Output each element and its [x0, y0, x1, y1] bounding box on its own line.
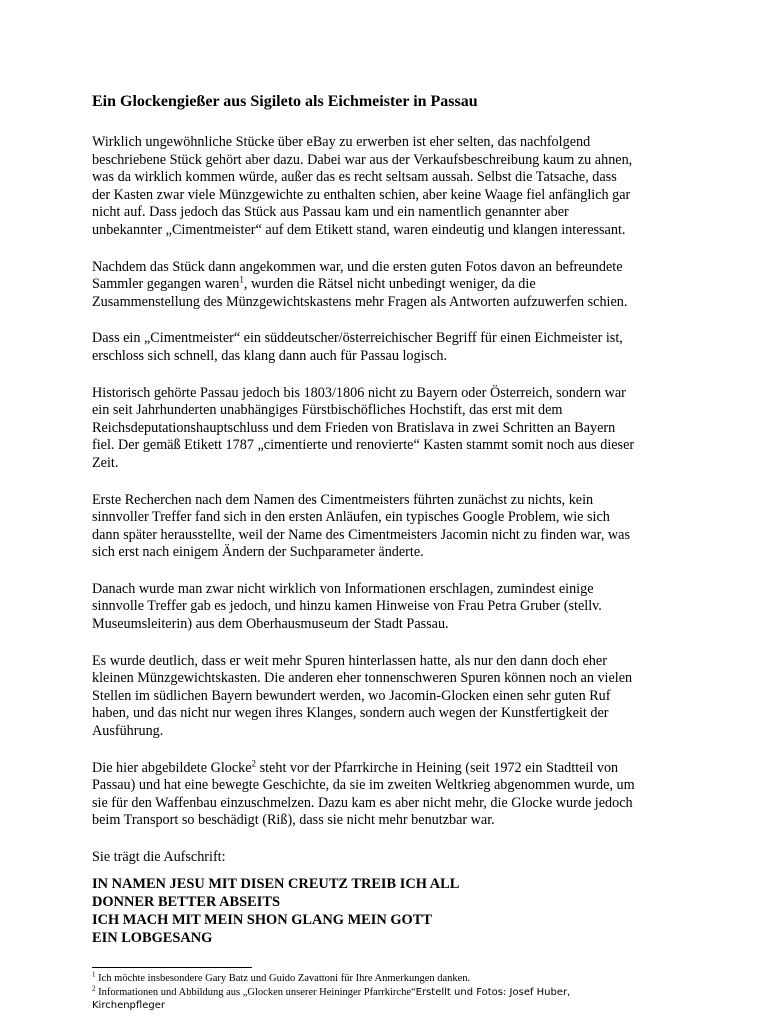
footnote-mark: 1	[92, 970, 96, 979]
text-line: beim Transport so beschädigt (Riß), dass sie nicht mehr benutzbar war.	[92, 812, 495, 829]
footnote-1	[92, 972, 732, 986]
text-line: sinnvoller Treffer fand sich in den ersten Anläufen, ein typisches Google Problem, wie sich	[92, 509, 610, 526]
footnote-separator	[92, 967, 252, 968]
footnote-ref-1[interactable]: 1	[239, 274, 244, 285]
footnote-2	[92, 986, 732, 1000]
text-line: sinnvolle Treffer gab es jedoch, und hinzu kamen Hinweise von Frau Petra Gruber (stellv.	[92, 598, 602, 615]
footnote-text: Ich möchte insbesondere Gary Batz und Guido Zavattoni für Ihre Anmerkungen danken.	[95, 973, 471, 984]
paragraph-8	[92, 757, 712, 830]
text-line: sich erst nach einigem Ändern der Suchparameter änderte.	[92, 544, 424, 561]
text-line	[92, 757, 712, 778]
inscription-line: IN NAMEN JESU MIT DISEN CREUTZ TREIB ICH ALL	[92, 875, 460, 892]
bell-inscription	[92, 875, 712, 947]
text-line: der Kasten zwar viele Münzgewichte zu enthalten schien, aber keine Waage fiel anfänglich gar	[92, 186, 631, 203]
paragraph-2	[92, 259, 712, 312]
text-line: ein seit Jahrhunderten unabhängiges Fürstbischöfliches Hochstift, das erst mit dem	[92, 402, 563, 419]
paragraph-4	[92, 385, 712, 473]
footnote-2-continued: Kirchenpfleger	[92, 1000, 165, 1011]
text-fragment: , wurden die Rätsel nicht unbedingt weniger, da die	[243, 276, 536, 293]
text-line: nicht auf. Dass jedoch das Stück aus Passau kam und ein namentlich genannter aber	[92, 204, 569, 221]
paragraph-1	[92, 134, 712, 240]
text-line: Reichsdeputationshauptschluss und dem Frieden von Bratislava in zwei Schritten an Bayern	[92, 419, 616, 436]
paragraph-5	[92, 492, 712, 562]
footnote-mark: 2	[92, 984, 96, 992]
footnote-credit: Erstellt und Fotos: Josef Huber,	[415, 986, 571, 998]
text-line: Wirklich ungewöhnliche Stücke über eBay zu erwerben ist eher selten, das nachfolgend	[92, 134, 591, 150]
text-line: Museumsleiterin) aus dem Oberhausmuseum der Stadt Passau.	[92, 616, 449, 633]
body-text	[92, 134, 712, 947]
text-fragment: Die hier abgebildete Glocke	[92, 759, 252, 776]
text-line: erschloss sich schnell, das klang dann auch für Passau logisch.	[92, 347, 448, 364]
footnote-ref-2[interactable]: 2	[251, 757, 257, 768]
text-line: Ausführung.	[92, 723, 164, 740]
text-line: Passau) und hat eine bewegte Geschichte, da sie im zweiten Weltkrieg abgenommen wurde, um	[92, 777, 635, 794]
text-line: Zeit.	[92, 454, 119, 471]
inscription-line: EIN LOBGESANG	[92, 929, 213, 946]
text-line: sie für den Waffenbau einzuschmelzen. Dazu kam es aber nicht mehr, die Glocke wurde jedoch	[92, 794, 633, 811]
text-line: kleinen Münzgewichtskasten. Die anderen eher tonnenschweren Spuren können noch an vielen	[92, 670, 633, 687]
text-line: dann später herausstellte, weil der Name des Cimentmeisters Jacomin nicht zu finden war, was	[92, 526, 630, 543]
text-line	[92, 276, 712, 294]
footnotes	[92, 972, 732, 1013]
paragraph-7	[92, 653, 712, 741]
paragraph-3	[92, 330, 712, 365]
text-line: Es wurde deutlich, dass er weit mehr Spuren hinterlassen hatte, als nur den dann doch eher	[92, 652, 607, 669]
footnote-text: Informationen und Abbildung aus „Glocken unserer Heininger Pfarrkirche“	[95, 986, 416, 998]
text-line: Erste Recherchen nach dem Namen des Cimentmeisters führten zunächst zu nichts, kein	[92, 491, 594, 508]
text-line: Stellen im südlichen Bayern bewundert werden, wo Jacomin-Glocken einen sehr guten Ruf	[92, 687, 611, 704]
inscription-line: ICH MACH MIT MEIN SHON GLANG MEIN GOTT	[92, 911, 432, 928]
text-line: beschriebene Stück gehört aber dazu. Dabei war aus der Verkaufsbeschreibung kaum zu ahnen,	[92, 151, 633, 168]
page-title: Ein Glockengießer aus Sigileto als Eichmeister in Passau	[92, 93, 478, 110]
text-line: Dass ein „Cimentmeister“ ein süddeutscher/österreichischer Begriff für einen Eichmeister ist,	[92, 330, 623, 347]
text-line: Danach wurde man zwar nicht wirklich von Informationen erschlagen, zumindest einige	[92, 580, 594, 597]
text-line: unbekannter „Cimentmeister“ auf dem Etikett stand, waren eindeutig und klangen interessant.	[92, 221, 626, 238]
inscription-line: DONNER BETTER ABSEITS	[92, 893, 280, 910]
text-line: haben, und das nicht nur wegen ihres Klanges, sondern auch wegen der Kunstfertigkeit der	[92, 705, 609, 722]
text-line: Historisch gehörte Passau jedoch bis 1803/1806 nicht zu Bayern oder Österreich, sondern war	[92, 384, 626, 401]
text-line: Zusammenstellung des Münzgewichtskastens mehr Fragen als Antworten aufzuwerfen schien.	[92, 293, 628, 310]
text-line: fiel. Der gemäß Etikett 1787 „cimentierte und renovierte“ Kasten stammt somit noch aus dieser	[92, 437, 635, 454]
text-fragment: steht vor der Pfarrkirche in Heining (seit 1972 ein Stadtteil von	[256, 759, 619, 776]
text-line: Nachdem das Stück dann angekommen war, und die ersten guten Fotos davon an befreundete	[92, 258, 623, 275]
text-fragment: Sammler gegangen waren	[92, 276, 240, 293]
paragraph-6	[92, 581, 712, 634]
text-line: was da wirklich kommen würde, außer das es recht seltsam aussah. Selbst die Tatsache, dass	[92, 169, 617, 186]
paragraph-9: Sie trägt die Aufschrift:	[92, 849, 226, 865]
